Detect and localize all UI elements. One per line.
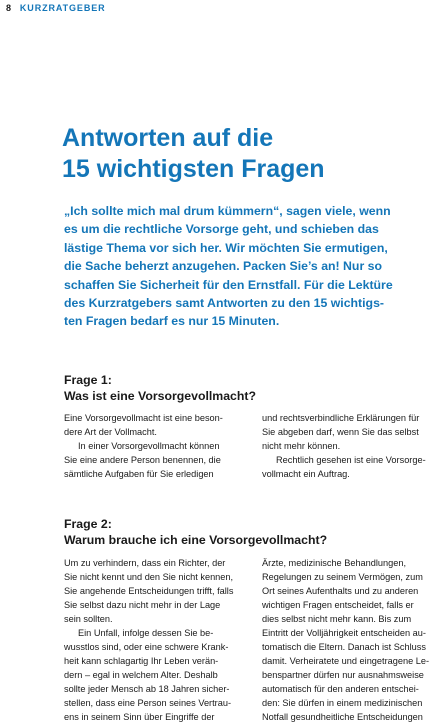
body-line: sämtliche Aufgaben für Sie erledigen [64, 469, 214, 479]
intro-line: schaffen Sie Sicherheit für den Ernstfall. Für die Lektüre [64, 277, 393, 292]
body-line: ens in seinem Sinn über Eingriffe der [64, 712, 215, 722]
intro-line: ten Fragen bedarf es nur 15 Minuten. [64, 314, 280, 329]
body-line: Sie angehende Entscheidungen trifft, falls [64, 586, 234, 596]
body-line: Sie selbst dazu nicht mehr in der Lage [64, 600, 221, 610]
question-1-right-column [262, 411, 440, 481]
body-line: tomatisch die Eltern. Danach ist Schluss [262, 642, 426, 652]
body-line: Um zu verhindern, dass ein Richter, der [64, 558, 226, 568]
body-line: benspartner dürfen nur ausnahmsweise [262, 670, 424, 680]
body-line: damit. Verheiratete und eingetragene Le- [262, 656, 430, 666]
body-line: Sie nicht kennt und den Sie nicht kennen, [64, 572, 234, 582]
intro-line: lästige Thema vor sich her. Wir möchten Sie ermutigen, [64, 240, 388, 255]
title-line: 15 wichtigsten Fragen [62, 155, 325, 183]
question-text: Warum brauche ich eine Vorsorgevollmacht? [64, 533, 328, 547]
body-line: dere Art der Vollmacht. [64, 427, 157, 437]
body-line: Ein Unfall, infolge dessen Sie be- [78, 628, 214, 638]
page-title [62, 123, 432, 185]
question-1-left-column [64, 411, 242, 481]
body-line: Rechtlich gesehen ist eine Vorsorge- [276, 455, 426, 465]
body-line: Regelungen zu seinem Vermögen, zum [262, 572, 423, 582]
body-line: Eintritt der Volljährigkeit entscheiden au- [262, 628, 426, 638]
body-line: nicht mehr können. [262, 441, 341, 451]
body-line: dern – egal in welchem Alter. Deshalb [64, 670, 218, 680]
question-2-heading [64, 516, 434, 548]
body-line: Eine Vorsorgevollmacht ist eine beson- [64, 413, 223, 423]
section-label: KURZRATGEBER [19, 3, 106, 13]
body-line: automatisch für den anderen entschei- [262, 684, 419, 694]
question-2-right-column [262, 556, 440, 724]
intro-paragraph [64, 202, 436, 331]
question-label: Frage 1: [64, 373, 112, 387]
body-line: In einer Vorsorgevollmacht können [78, 441, 220, 451]
body-line: sollte jeder Mensch ab 18 Jahren sicher- [64, 684, 230, 694]
intro-line: es um die rechtliche Vorsorge geht, und schieben das [64, 222, 379, 237]
body-line: den: Sie dürfen in einem medizinischen [262, 698, 423, 708]
body-line: stellen, dass eine Person seines Vertrau- [64, 698, 231, 708]
body-line: Sie abgeben darf, wenn Sie das selbst [262, 427, 419, 437]
intro-line: „Ich sollte mich mal drum kümmern“, sagen viele, wenn [64, 204, 391, 218]
intro-line: des Kurzratgebers samt Antworten zu den 15 wichtigs- [64, 296, 385, 311]
body-line: Ort seines Aufenthalts und zu anderen [262, 586, 419, 596]
question-1-heading [64, 372, 434, 404]
question-2-left-column [64, 556, 242, 724]
question-label: Frage 2: [64, 517, 112, 531]
body-line: und rechtsverbindliche Erklärungen für [262, 413, 420, 423]
intro-line: die Sache beherzt anzugehen. Packen Sie’s an! Nur so [64, 259, 382, 274]
body-line: wusstlos sind, oder eine schwere Krank- [64, 642, 229, 652]
question-text: Was ist eine Vorsorgevollmacht? [64, 389, 257, 403]
body-line: vollmacht ein Auftrag. [262, 469, 350, 479]
body-line: heit kann schlagartig Ihr Leben verän- [64, 656, 219, 666]
body-line: Notfall gesundheitliche Entscheidungen [262, 712, 423, 722]
body-line: Ärzte, medizinische Behandlungen, [262, 558, 407, 568]
body-line: wichtigen Fragen entscheidet, falls er [262, 600, 414, 610]
body-line: Sie eine andere Person benennen, die [64, 455, 221, 465]
body-line: sein sollten. [64, 614, 113, 624]
running-head [6, 3, 106, 13]
body-line: dies selbst nicht mehr kann. Bis zum [262, 614, 412, 624]
title-line: Antworten auf die [62, 124, 274, 152]
page-number: 8 [6, 3, 12, 13]
